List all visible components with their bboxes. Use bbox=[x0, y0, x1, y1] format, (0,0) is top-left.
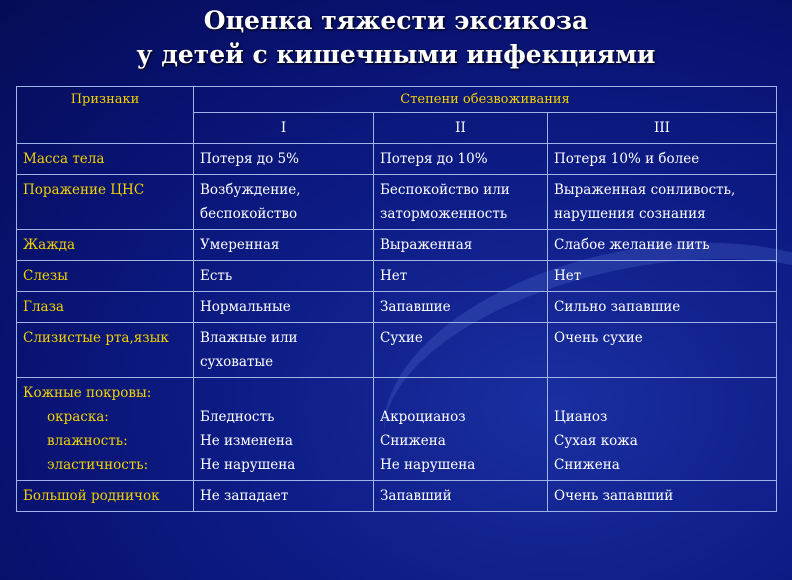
cell-degree-2: Запавший bbox=[374, 481, 548, 512]
cell-degree-3: Нет bbox=[548, 261, 777, 292]
cell-degree-1: Нормальные bbox=[194, 292, 374, 323]
table-row bbox=[17, 261, 777, 292]
table-row-skin bbox=[17, 378, 777, 481]
title-line-1: Оценка тяжести эксикоза bbox=[203, 6, 589, 35]
row-label bbox=[17, 378, 194, 481]
skin-value: Не нарушена bbox=[380, 457, 476, 473]
header-row bbox=[17, 87, 777, 113]
slide-title bbox=[0, 4, 792, 72]
degree-2: II bbox=[374, 113, 548, 144]
cell-degree-2: Запавшие bbox=[374, 292, 548, 323]
cell-degree-1 bbox=[194, 378, 374, 481]
skin-value: Не изменена bbox=[200, 433, 293, 449]
skin-value: Акроцианоз bbox=[380, 409, 466, 425]
dehydration-table bbox=[16, 86, 777, 512]
skin-sub-moisture: влажность: bbox=[47, 433, 128, 449]
row-label: Большой родничок bbox=[17, 481, 194, 512]
skin-value: Сухая кожа bbox=[554, 433, 638, 449]
row-label: Слезы bbox=[17, 261, 194, 292]
cell-degree-3: Выраженная сонливость, нарушения сознания bbox=[548, 175, 777, 230]
cell-degree-1: Влажные или суховатые bbox=[194, 323, 374, 378]
skin-value: Снижена bbox=[380, 433, 446, 449]
cell-degree-3: Слабое желание пить bbox=[548, 230, 777, 261]
cell-degree-1: Потеря до 5% bbox=[194, 144, 374, 175]
cell-degree-2: Сухие bbox=[374, 323, 548, 378]
cell-degree-3: Сильно запавшие bbox=[548, 292, 777, 323]
table-row bbox=[17, 175, 777, 230]
skin-value: Бледность bbox=[200, 409, 275, 425]
cell-degree-2: Потеря до 10% bbox=[374, 144, 548, 175]
cell-degree-2: Нет bbox=[374, 261, 548, 292]
skin-value: Цианоз bbox=[554, 409, 608, 425]
title-line-2: у детей с кишечными инфекциями bbox=[136, 40, 656, 69]
skin-sub-color: окраска: bbox=[47, 409, 109, 425]
cell-degree-3: Очень запавший bbox=[548, 481, 777, 512]
skin-value: Не нарушена bbox=[200, 457, 296, 473]
row-label: Масса тела bbox=[17, 144, 194, 175]
skin-label: Кожные покровы: bbox=[23, 385, 152, 401]
cell-degree-3 bbox=[548, 378, 777, 481]
table-row bbox=[17, 323, 777, 378]
degree-1: I bbox=[194, 113, 374, 144]
cell-degree-3: Потеря 10% и более bbox=[548, 144, 777, 175]
cell-degree-3: Очень сухие bbox=[548, 323, 777, 378]
cell-degree-2: Выраженная bbox=[374, 230, 548, 261]
header-signs: Признаки bbox=[17, 87, 194, 144]
table-row bbox=[17, 292, 777, 323]
row-label: Глаза bbox=[17, 292, 194, 323]
row-label: Жажда bbox=[17, 230, 194, 261]
table-row bbox=[17, 230, 777, 261]
degree-3: III bbox=[548, 113, 777, 144]
cell-degree-2 bbox=[374, 378, 548, 481]
cell-degree-2: Беспокойство или заторможенность bbox=[374, 175, 548, 230]
skin-sub-elasticity: эластичность: bbox=[47, 457, 149, 473]
cell-degree-1: Возбуждение, беспокойство bbox=[194, 175, 374, 230]
table-row bbox=[17, 144, 777, 175]
header-degrees: Степени обезвоживания bbox=[194, 87, 777, 113]
table-row bbox=[17, 481, 777, 512]
cell-degree-1: Есть bbox=[194, 261, 374, 292]
cell-degree-1: Умеренная bbox=[194, 230, 374, 261]
row-label: Поражение ЦНС bbox=[17, 175, 194, 230]
cell-degree-1: Не западает bbox=[194, 481, 374, 512]
skin-value: Снижена bbox=[554, 457, 620, 473]
row-label: Слизистые рта,язык bbox=[17, 323, 194, 378]
